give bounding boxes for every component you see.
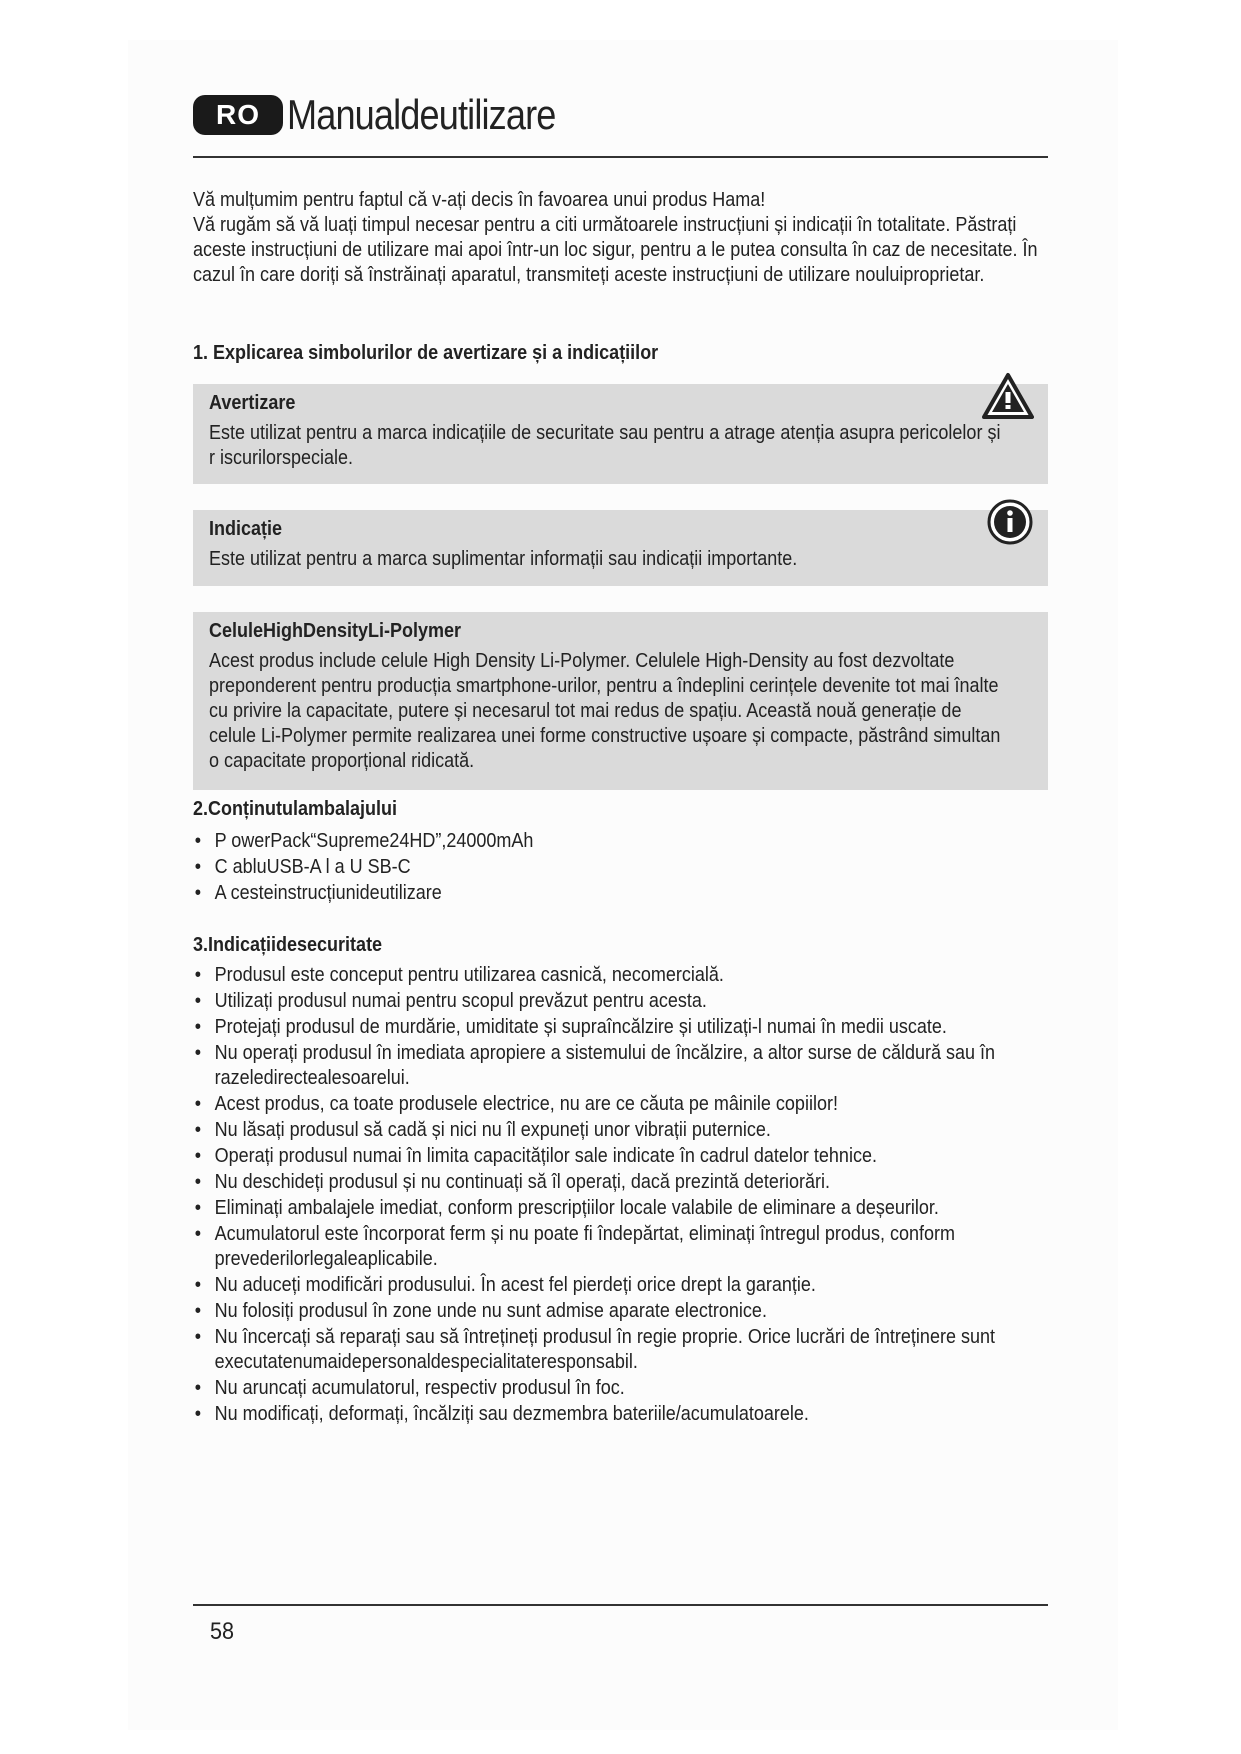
list-item: • Nu operați produsul în imediata apropiere a sistemului de încălzire, a altor surse de căldură sau în razeledirectealesoarelui.	[193, 1041, 1069, 1091]
intro-block	[193, 188, 1048, 288]
list-item: • Nu lăsați produsul să cadă și nici nu îl expuneți unor vibrații puternice.	[193, 1118, 1069, 1143]
intro-instructions: Vă rugăm să vă luați timpul necesar pentru a citi următoarele instrucțiuni și indicații în totalitate. Păstrați aceste instrucțiuni de utilizare mai apoi într-un loc sigur, pentru a le putea consulta în caz de necesitate. În cazul în care doriți să înstrăinați aparatul, transmiteți aceste instrucțiuni de utilizare nouluiproprietar.	[193, 214, 1038, 286]
li-polymer-box	[193, 612, 1048, 790]
page-header	[193, 90, 599, 140]
section2-heading: 2.Conținutulambalajului	[193, 798, 398, 820]
safety-list	[193, 963, 1048, 1427]
section2	[193, 798, 1048, 907]
li-polymer-text: Acest produs include celule High Density Li-Polymer. Celulele High-Density au fost dezvoltate preponderent pentru producția smartphone-urilor, pentru a îndeplini cerințele devenite tot mai înalte cu privire la capacitate, putere și necesarul tot mai redus de spațiu. Această nouă generație de celule Li-Polymer permite realizarea unei forme constructive ușoare și compacte, păstrând simultan o capacitate proporțional ridicată.	[209, 650, 1001, 772]
list-item: • Eliminați ambalajele imediat, conform prescripțiilor locale valabile de eliminare a deșeurilor.	[193, 1196, 1069, 1221]
page-number: 58	[210, 1618, 235, 1645]
warning-triangle-icon	[982, 372, 1034, 420]
warning-box	[193, 384, 1048, 484]
list-item: • Acumulatorul este încorporat ferm și nu poate fi îndepărtat, eliminați întregul produs, conform prevederilorlegaleaplicabile.	[193, 1222, 1069, 1272]
list-item: • P owerPack“Supreme24HD”,24000mAh	[193, 829, 1069, 854]
list-item: • Nu folosiți produsul în zone unde nu sunt admise aparate electronice.	[193, 1299, 1069, 1324]
warning-title: Avertizare	[209, 392, 296, 414]
section1-heading-wrap	[193, 342, 1048, 365]
note-text: Este utilizat pentru a marca suplimentar informații sau indicații importante.	[209, 548, 798, 570]
list-item: • Nu deschideți produsul și nu continuați să îl operați, dacă prezintă deteriorări.	[193, 1170, 1069, 1195]
list-item: • Produsul este conceput pentru utilizarea casnică, necomercială.	[193, 963, 1069, 988]
list-item: • Nu aruncați acumulatorul, respectiv produsul în foc.	[193, 1376, 1069, 1401]
package-contents-list	[193, 829, 1048, 906]
list-item: • Acest produs, ca toate produsele electrice, nu are ce căuta pe mâinile copiilor!	[193, 1092, 1069, 1117]
list-item: • Utilizați produsul numai pentru scopul prevăzut pentru acesta.	[193, 989, 1069, 1014]
list-item: • Nu modificați, deformați, încălziți sau dezmembra bateriile/acumulatoarele.	[193, 1402, 1069, 1427]
header-divider	[193, 156, 1048, 158]
li-polymer-title: CeluleHighDensityLi-Polymer	[209, 620, 462, 642]
warning-text: Este utilizat pentru a marca indicațiile de securitate sau pentru a atrage atenția asupra pericolelor și r iscurilorspeciale.	[209, 422, 1001, 469]
list-item: • Nu încercați să reparați sau să întrețineți produsul în regie proprie. Orice lucrări de întreținere sunt executatenumaidepersonaldespecialitateresponsabil.	[193, 1325, 1069, 1375]
footer-divider	[193, 1604, 1048, 1606]
info-circle-icon	[986, 498, 1034, 546]
list-item: • Protejați produsul de murdărie, umiditate și supraîncălzire și utilizați-l numai în medii uscate.	[193, 1015, 1069, 1040]
list-item: • Nu aduceți modificări produsului. În acest fel pierdeți orice drept la garanție.	[193, 1273, 1069, 1298]
list-item: • C abluUSB-A l a U SB-C	[193, 855, 1069, 880]
language-badge: RO	[193, 95, 283, 135]
note-title: Indicație	[209, 518, 283, 540]
section3	[193, 934, 1048, 1428]
page-title: Manualdeutilizare	[287, 91, 556, 138]
list-item: • A cesteinstrucțiunideutilizare	[193, 881, 1069, 906]
section3-heading: 3.Indicațiidesecuritate	[193, 934, 383, 956]
section1-heading: 1. Explicarea simbolurilor de avertizare și a indicațiilor	[193, 342, 659, 364]
list-item: • Operați produsul numai în limita capacităților sale indicate în cadrul datelor tehnice.	[193, 1144, 1069, 1169]
note-box	[193, 510, 1048, 586]
intro-thanks: Vă mulțumim pentru faptul că v-ați decis în favoarea unui produs Hama!	[193, 189, 766, 211]
